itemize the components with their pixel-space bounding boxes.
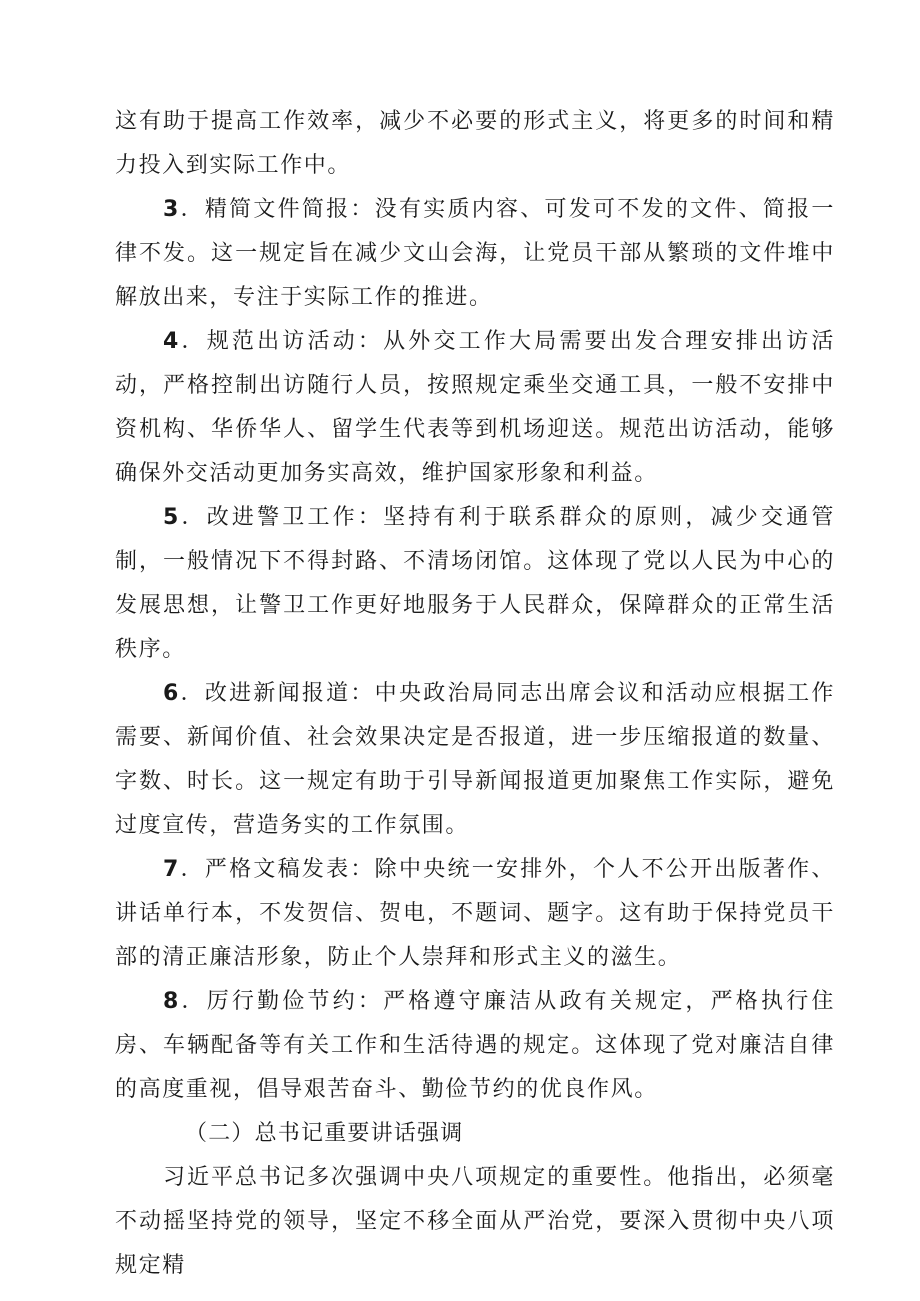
item-number: 3 bbox=[163, 197, 180, 222]
paragraph-text: 习近平总书记多次强调中央八项规定的重要性。他指出，必须毫不动摇坚持党的领导，坚定不移全面从严治党，要深入贯彻中央八项规定精 bbox=[115, 1165, 835, 1278]
item-number: 4 bbox=[163, 329, 180, 354]
section-subheading: （二）总书记重要讲话强调 bbox=[185, 1121, 464, 1146]
item-number: 7 bbox=[163, 857, 180, 882]
item-number: 8 bbox=[163, 989, 180, 1014]
paragraph-item-7 bbox=[115, 848, 835, 980]
paragraph-text: ．改进新闻报道：中央政治局同志出席会议和活动应根据工作需要、新闻价值、社会效果决定是否报道，进一步压缩报道的数量、字数、时长。这一规定有助于引导新闻报道更加聚焦工作实际，避免过度宣传，营造务实的工作氛围。 bbox=[115, 681, 835, 838]
paragraph-item-8 bbox=[115, 980, 835, 1112]
paragraph-closing bbox=[115, 1156, 835, 1288]
paragraph-continuation bbox=[115, 100, 835, 188]
item-number: 5 bbox=[163, 505, 180, 530]
paragraph-text: ．精简文件简报：没有实质内容、可发可不发的文件、简报一律不发。这一规定旨在减少文山会海，让党员干部从繁琐的文件堆中解放出来，专注于实际工作的推进。 bbox=[115, 197, 835, 310]
paragraph-text: ．厉行勤俭节约：严格遵守廉洁从政有关规定，严格执行住房、车辆配备等有关工作和生活待遇的规定。这体现了党对廉洁自律的高度重视，倡导艰苦奋斗、勤俭节约的优良作风。 bbox=[115, 989, 835, 1102]
paragraph-text: ．规范出访活动：从外交工作大局需要出发合理安排出访活动，严格控制出访随行人员，按照规定乘坐交通工具，一般不安排中资机构、华侨华人、留学生代表等到机场迎送。规范出访活动，能够确保外交活动更加务实高效，维护国家形象和利益。 bbox=[115, 329, 835, 486]
document-body bbox=[115, 100, 835, 1288]
paragraph-item-3 bbox=[115, 188, 835, 320]
paragraph-text: ．改进警卫工作：坚持有利于联系群众的原则，减少交通管制，一般情况下不得封路、不清场闭馆。这体现了党以人民为中心的发展思想，让警卫工作更好地服务于人民群众，保障群众的正常生活秩序。 bbox=[115, 505, 835, 662]
paragraph-item-4 bbox=[115, 320, 835, 496]
paragraph-item-6 bbox=[115, 672, 835, 848]
paragraph-text: 这有助于提高工作效率，减少不必要的形式主义，将更多的时间和精力投入到实际工作中。 bbox=[115, 109, 835, 178]
item-number: 6 bbox=[163, 681, 180, 706]
paragraph-item-5 bbox=[115, 496, 835, 672]
paragraph-text: ．严格文稿发表：除中央统一安排外，个人不公开出版著作、讲话单行本，不发贺信、贺电，不题词、题字。这有助于保持党员干部的清正廉洁形象，防止个人崇拜和形式主义的滋生。 bbox=[115, 857, 835, 970]
